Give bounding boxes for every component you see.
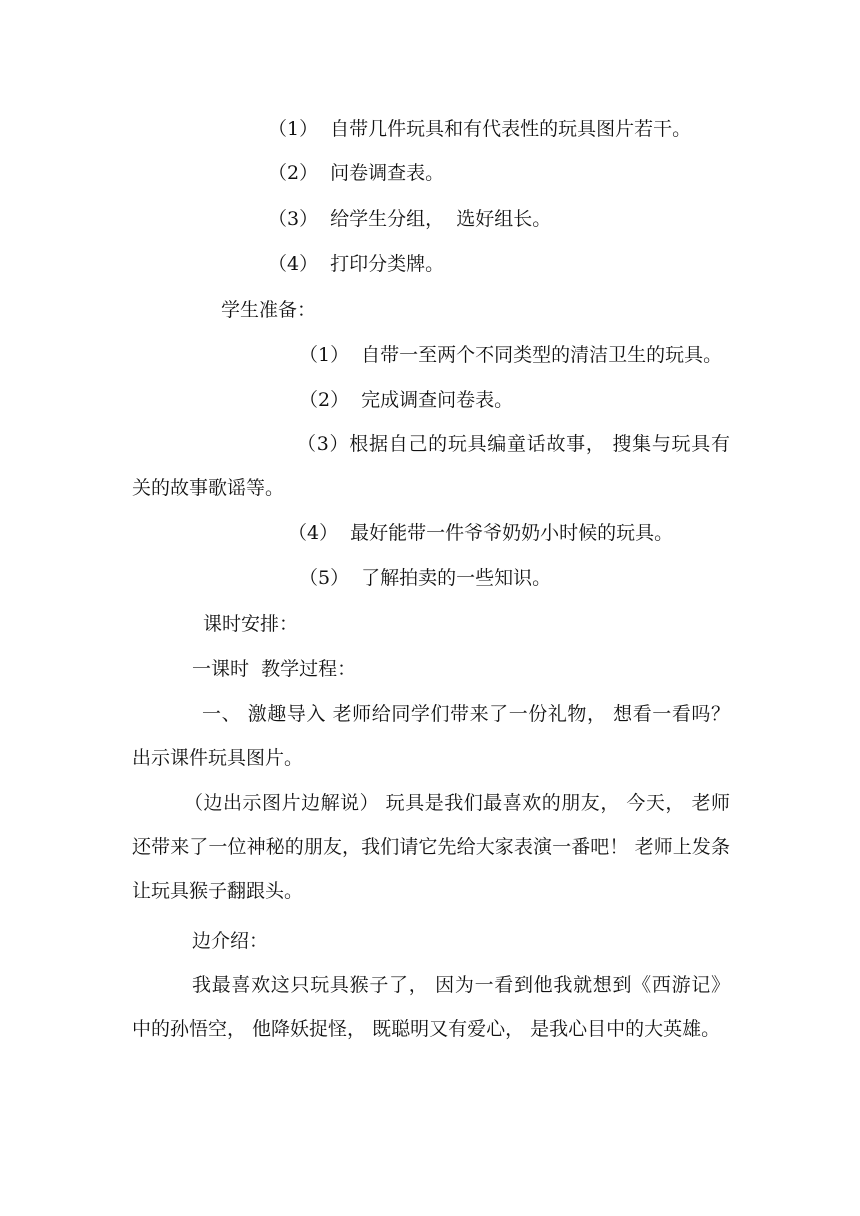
side-intro-heading: 边介绍： — [192, 930, 269, 952]
student-prep-item-3: （3）根据自己的玩具编童话故事， 搜集与玩具有关的故事歌谣等。 — [132, 433, 730, 499]
student-prep-item-1: （1） 自带一至两个不同类型的清洁卫生的玩具。 — [299, 344, 723, 366]
story-paragraph: 我最喜欢这只玩具猴子了， 因为一看到他我就想到《西游记》中的孙悟空， 他降妖捉怪， 既聪明又有爱心， 是我心目中的大英雄。 — [132, 974, 730, 1040]
teacher-prep-item-4: （4） 打印分类牌。 — [268, 253, 445, 275]
student-prep-item-4: （4） 最好能带一件爷爷奶奶小时候的玩具。 — [288, 522, 674, 544]
intro-paragraph: 一、 激趣导入 老师给同学们带来了一份礼物， 想看一看吗？ 出示课件玩具图片。 — [132, 703, 730, 769]
student-prep-item-2: （2） 完成调查问卷表。 — [299, 389, 514, 411]
lesson-process-heading: 一课时 教学过程： — [192, 658, 357, 680]
student-prep-heading: 学生准备： — [221, 299, 317, 321]
schedule-heading: 课时安排： — [203, 613, 299, 635]
teacher-prep-item-1: （1） 自带几件玩具和有代表性的玩具图片若干。 — [268, 118, 692, 140]
student-prep-item-5: （5） 了解拍卖的一些知识。 — [299, 567, 552, 589]
teacher-prep-item-3: （3） 给学生分组， 选好组长。 — [268, 208, 552, 230]
explain-paragraph: （边出示图片边解说） 玩具是我们最喜欢的朋友， 今天， 老师还带来了一位神秘的朋友，我们请它先给大家表演一番吧！ 老师上发条让玩具猴子翻跟头。 — [132, 792, 730, 902]
teacher-prep-item-2: （2） 问卷调查表。 — [268, 162, 445, 184]
